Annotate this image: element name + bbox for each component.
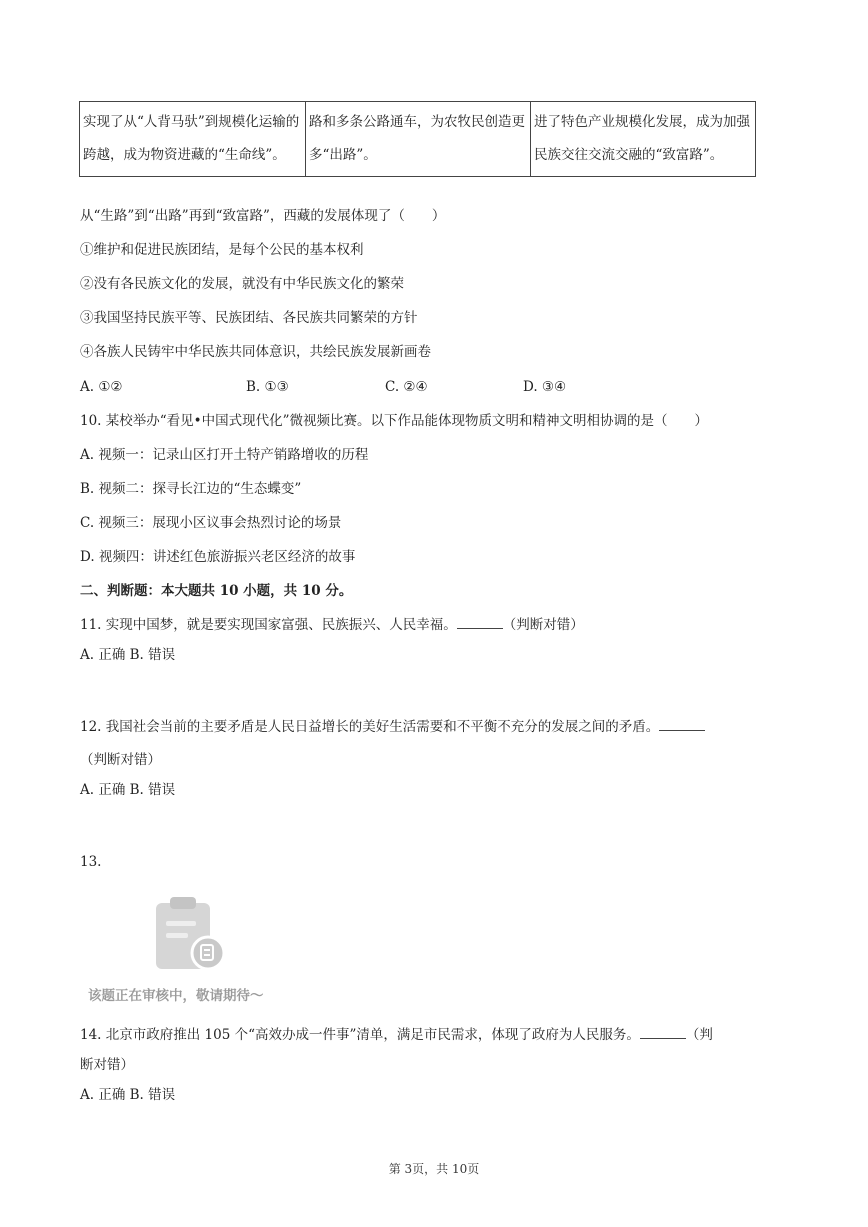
question-11-stem [80,615,584,635]
section-title: 二、判断题：本大题共 10 小题，共 10 分。 [80,583,353,599]
option-d: D. ③④ [523,379,567,395]
question-11-options: A. 正确 B. 错误 [80,647,176,663]
option-a: A. ①② [80,379,123,395]
question-14-suffix: 断对错） [80,1057,134,1073]
option-c: C. ②④ [385,379,428,395]
option-a: A. 视频一：记录山区打开土特产销路增收的历程 [80,447,369,463]
question-12-suffix: （判断对错） [80,752,161,768]
option-c: C. 视频三：展现小区议事会热烈讨论的场景 [80,515,342,531]
answer-blank [640,1026,686,1039]
info-table [79,101,756,177]
clipboard-review-icon [154,895,226,975]
option-b: B. 视频二：探寻长江边的“生态蝶变” [80,481,302,497]
question-text: 12. 我国社会当前的主要矛盾是人民日益增长的美好生活需要和不平衡不充分的发展之间的矛盾。 [80,719,660,735]
question-13-number: 13. [80,854,102,870]
option-b: B. ①③ [246,379,289,395]
question-suffix: （判断对错） [502,617,584,633]
statement-4: ④各族人民铸牢中华民族共同体意识，共绘民族发展新画卷 [80,344,431,360]
placeholder-message: 该题正在审核中，敬请期待～ [88,988,264,1004]
statement-3: ③我国坚持民族平等、民族团结、各民族共同繁荣的方针 [80,310,418,326]
statement-1: ①维护和促进民族团结，是每个公民的基本权利 [80,242,364,258]
question-10-stem: 10. 某校举办“看见•中国式现代化”微视频比赛。以下作品能体现物质文明和精神文明相协调的是（ ） [80,413,709,429]
question-9-stem: 从“生路”到“出路”再到“致富路”，西藏的发展体现了（ ） [80,208,446,224]
statement-2: ②没有各民族文化的发展，就没有中华民族文化的繁荣 [80,276,404,292]
question-12-stem [80,717,705,737]
question-suffix: （判 [685,1027,713,1043]
page-footer: 第 3页，共 10页 [388,1162,480,1176]
question-14-options: A. 正确 B. 错误 [80,1087,176,1103]
option-d: D. 视频四：讲述红色旅游振兴老区经济的故事 [80,549,356,565]
answer-blank [659,718,705,731]
question-text: 14. 北京市政府推出 105 个“高效办成一件事”清单，满足市民需求，体现了政府为人民服务。 [80,1027,640,1043]
answer-blank [457,616,503,629]
question-14-stem [80,1025,713,1045]
table-cell: 实现了从“人背马驮”到规模化运输的跨越，成为物资进藏的“生命线”。 [80,102,306,177]
table-cell: 进了特色产业规模化发展，成为加强民族交往交流交融的“致富路”。 [531,102,756,177]
table-cell: 路和多条公路通车，为农牧民创造更多“出路”。 [306,102,531,177]
question-text: 11. 实现中国梦，就是要实现国家富强、民族振兴、人民幸福。 [80,617,457,633]
question-12-options: A. 正确 B. 错误 [80,782,176,798]
